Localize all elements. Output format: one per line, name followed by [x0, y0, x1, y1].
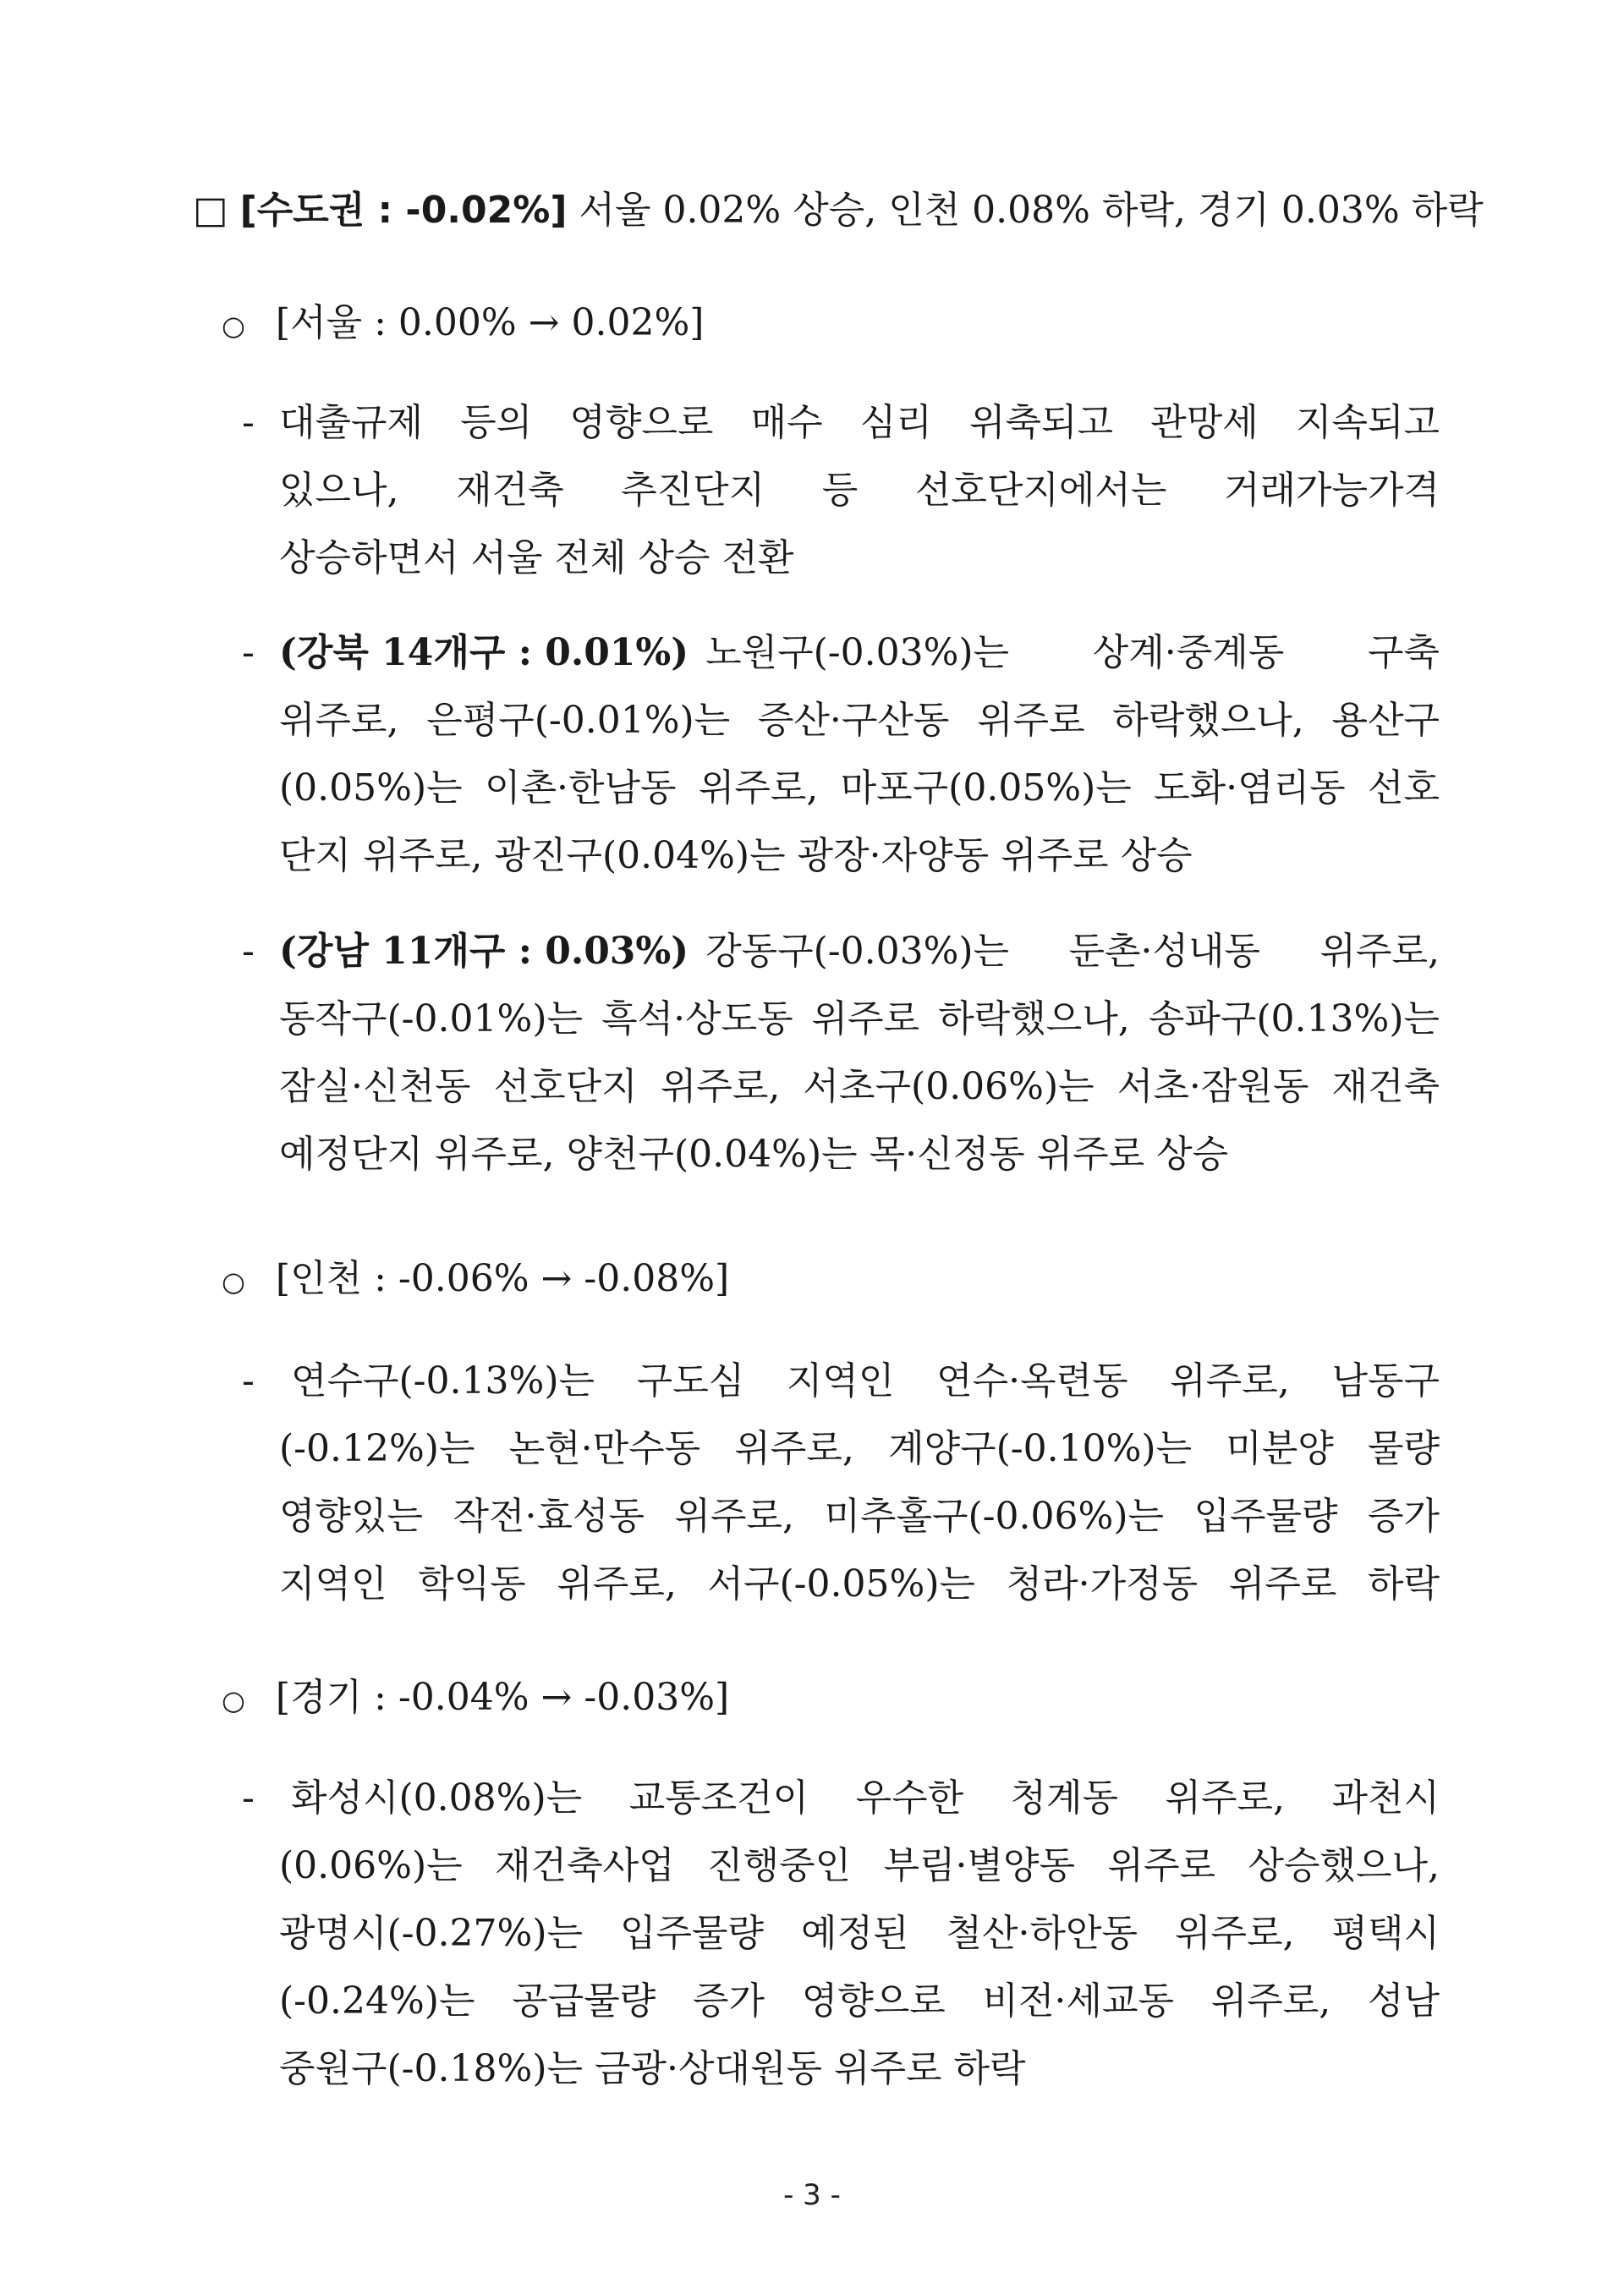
seoul-general-dash: -	[242, 401, 255, 444]
gangnam-line-4: 예정단지 위주로, 양천구(0.04%)는 목·신정동 위주로 상승	[279, 1133, 1229, 1176]
gyeonggi-line-4: (-0.24%)는 공급물량 증가 영향으로 비전·세교동 위주로, 성남	[279, 1979, 1440, 2023]
incheon-line-4: 지역인 학익동 위주로, 서구(-0.05%)는 청라·가정동 위주로 하락	[279, 1562, 1440, 1606]
section-title: [수도권 : -0.02%]	[239, 189, 568, 232]
seoul-general-line-1: 대출규제 등의 영향으로 매수 심리 위축되고 관망세 지속되고	[279, 401, 1440, 444]
gyeonggi-line-1: 화성시(0.08%)는 교통조건이 우수한 청계동 위주로, 과천시	[291, 1776, 1440, 1820]
gangbuk-line-1: 노원구(-0.03%)는 상계·중계동 구축	[705, 631, 1440, 674]
gangnam-dash: -	[242, 930, 255, 973]
bullet-circle: ○	[222, 310, 245, 342]
gangnam-label: (강남 11개구 : 0.03%)	[279, 930, 689, 973]
seoul-general-line-3: 상승하면서 서울 전체 상승 전환	[279, 536, 794, 579]
gyeonggi-title: [경기 : -0.04% → -0.03%]	[275, 1676, 730, 1719]
page-number: - 3 -	[783, 2178, 841, 2212]
incheon-line-1: 연수구(-0.13%)는 구도심 지역인 연수·옥련동 위주로, 남동구	[291, 1359, 1440, 1403]
gyeonggi-line-3: 광명시(-0.27%)는 입주물량 예정된 철산·하안동 위주로, 평택시	[279, 1912, 1440, 1955]
section-summary: 서울 0.02% 상승, 인천 0.08% 하락, 경기 0.03% 하락	[579, 189, 1484, 232]
gangbuk-label: (강북 14개구 : 0.01%)	[279, 631, 689, 674]
incheon-heading	[222, 1254, 729, 1307]
gyeonggi-heading	[222, 1672, 729, 1726]
seoul-heading	[222, 298, 704, 351]
incheon-line-2: (-0.12%)는 논현·만수동 위주로, 계양구(-0.10%)는 미분양 물량	[279, 1427, 1440, 1470]
gangnam-line-1: 강동구(-0.03%)는 둔촌·성내동 위주로,	[705, 930, 1440, 973]
seoul-title: [서울 : 0.00% → 0.02%]	[275, 301, 705, 344]
bullet-circle: ○	[222, 1266, 245, 1298]
gangbuk-line-2: 위주로, 은평구(-0.01%)는 증산·구산동 위주로 하락했으나, 용산구	[279, 699, 1440, 742]
gyeonggi-line-5: 중원구(-0.18%)는 금광·상대원동 위주로 하락	[279, 2047, 1026, 2090]
seoul-general-line-2: 있으나, 재건축 추진단지 등 선호단지에서는 거래가능가격	[279, 469, 1440, 512]
gyeonggi-dash: -	[242, 1776, 255, 1820]
gangnam-line-2: 동작구(-0.01%)는 흑석·상도동 위주로 하락했으나, 송파구(0.13%)는	[279, 997, 1440, 1040]
incheon-line-3: 영향있는 작전·효성동 위주로, 미추홀구(-0.06%)는 입주물량 증가	[279, 1495, 1440, 1538]
incheon-dash: -	[242, 1359, 255, 1403]
gangnam-line-3: 잠실·신천동 선호단지 위주로, 서초구(0.06%)는 서초·잠원동 재건축	[279, 1065, 1440, 1108]
gangbuk-line-3: (0.05%)는 이촌·한남동 위주로, 마포구(0.05%)는 도화·염리동 선호	[279, 766, 1440, 810]
section-header	[193, 185, 1484, 236]
gangbuk-dash: -	[242, 631, 255, 674]
gyeonggi-line-2: (0.06%)는 재건축사업 진행중인 부림·별양동 위주로 상승했으나,	[279, 1844, 1440, 1887]
incheon-title: [인천 : -0.06% → -0.08%]	[275, 1257, 730, 1300]
checkbox-symbol: □	[193, 189, 228, 232]
gangbuk-line-4: 단지 위주로, 광진구(0.04%)는 광장·자양동 위주로 상승	[279, 834, 1193, 877]
bullet-circle: ○	[222, 1684, 245, 1716]
gangnam-first-line	[279, 926, 1440, 977]
gangbuk-first-line	[279, 628, 1440, 678]
